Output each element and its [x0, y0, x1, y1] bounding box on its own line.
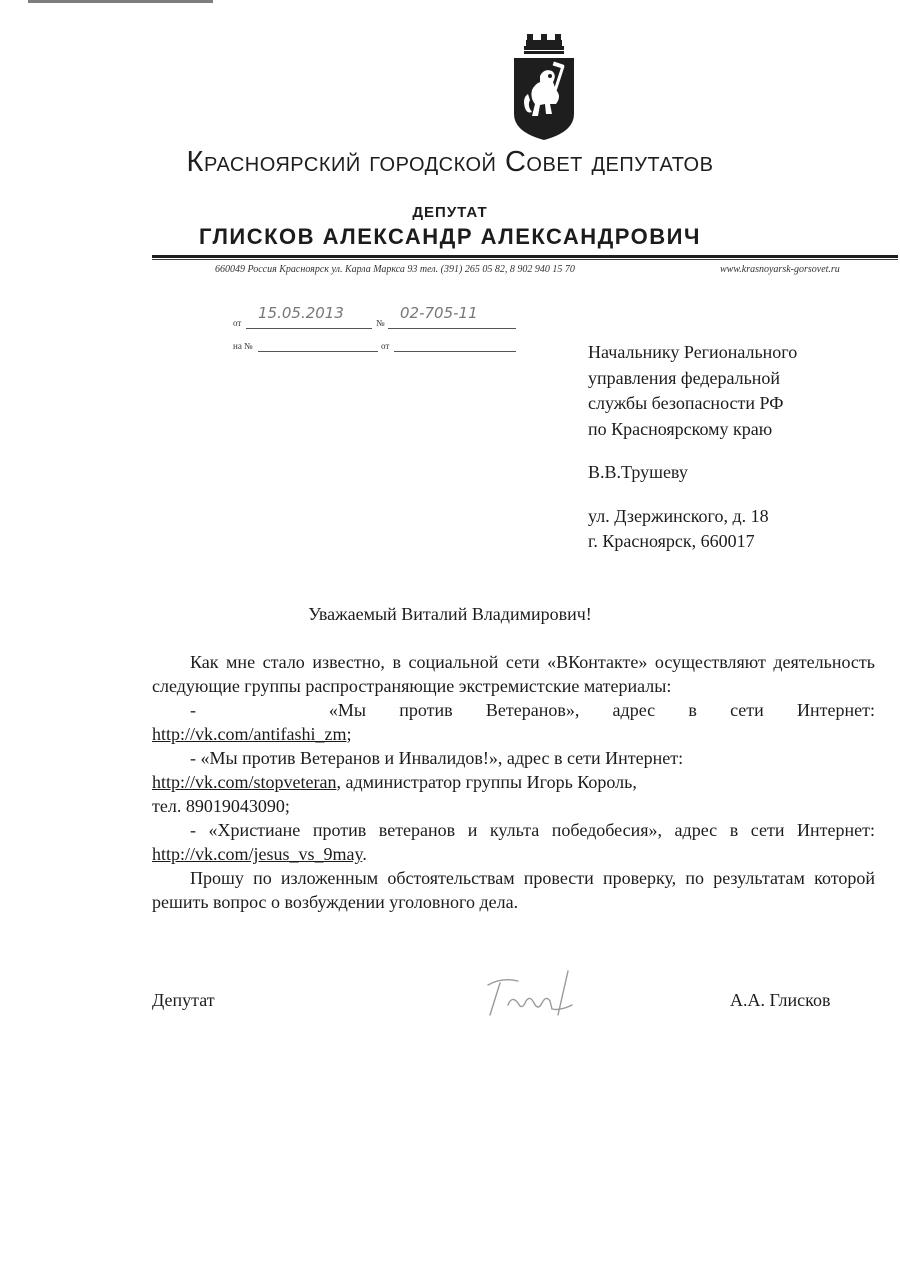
deputy-name: ГЛИСКОВ АЛЕКСАНДР АЛЕКСАНДРОВИЧ	[199, 224, 701, 249]
scan-edge-mark	[28, 0, 213, 3]
group-link-1[interactable]: http://vk.com/antifashi_zm	[152, 724, 347, 744]
reg-number-line	[388, 328, 516, 329]
group-item-1-text: - «Мы против Ветеранов», адрес в сети Интернет:	[190, 700, 875, 720]
reg-from-label: от	[233, 318, 242, 328]
group-link-2[interactable]: http://vk.com/stopveteran	[152, 772, 337, 792]
reg-date-line	[246, 328, 372, 329]
header-rule	[152, 255, 898, 258]
addressee-position-line: по Красноярскому краю	[588, 418, 773, 439]
reg-reply-from-line	[394, 351, 516, 352]
reg-reply-label: на №	[233, 341, 253, 351]
group-item-1	[152, 698, 875, 722]
reg-reply-line	[258, 351, 378, 352]
group-item-2-text: - «Мы против Ветеранов и Инвалидов!», адрес в сети Интернет:	[190, 748, 684, 768]
group-item-2	[152, 746, 875, 818]
signer-name: А.А. Глисков	[730, 990, 831, 1010]
contact-details: 660049 Россия Красноярск ул. Карла Маркса 93 тел. (391) 265 05 82, 8 902 940 15 70	[215, 264, 575, 275]
group-item-3-text: - «Христиане против ветеранов и культа победобесия», адрес в сети Интернет:	[190, 820, 875, 840]
addressee-name: В.В.Трушеву	[588, 462, 688, 482]
group-item-3	[152, 818, 875, 866]
addressee-address-line: г. Красноярск, 660017	[588, 531, 755, 551]
group-item-1-link-line	[152, 722, 875, 746]
signature-title: Депутат	[152, 990, 215, 1010]
group-item-2-phone: тел. 89019043090;	[152, 796, 290, 816]
intro-paragraph: Как мне стало известно, в социальной сети «ВКонтакте» осуществляют деятельность следующие группы распространяющие экстремистские материалы:	[152, 652, 875, 696]
group-item-3-end: .	[362, 844, 367, 864]
council-name: Красноярский городской Совет депутатов	[186, 146, 714, 178]
addressee-position-line: управления федеральной	[588, 367, 781, 388]
addressee-block	[588, 340, 888, 555]
deputy-caption: ДЕПУТАТ	[412, 204, 488, 221]
reg-number-handwritten: 02-705-11	[400, 304, 478, 322]
group-item-1-end: ;	[346, 724, 352, 744]
letter-body	[152, 650, 875, 914]
group-item-2-rest: , администратор группы Игорь Король,	[336, 772, 637, 792]
addressee-position-line: службы безопасности РФ	[588, 393, 784, 413]
krasnoyarsk-lion-emblem-icon	[510, 34, 578, 140]
handwritten-signature	[478, 965, 588, 1025]
group-link-3[interactable]: http://vk.com/jesus_vs_9may	[152, 844, 363, 864]
addressee-position-line: Начальнику Регионального	[588, 342, 798, 362]
salutation: Уважаемый Виталий Владимирович!	[308, 604, 592, 624]
reg-reply-from-label: от	[381, 341, 390, 351]
addressee-address-line: ул. Дзержинского, д. 18	[588, 505, 769, 526]
request-paragraph: Прошу по изложенным обстоятельствам провести проверку, по результатам которой решить вопрос о возбуждении уголовного дела.	[152, 868, 875, 912]
header-rule-thin	[152, 259, 898, 260]
website-address: www.krasnoyarsk-gorsovet.ru	[720, 264, 840, 275]
reg-date-handwritten: 15.05.2013	[258, 304, 344, 322]
reg-number-label: №	[376, 318, 385, 328]
